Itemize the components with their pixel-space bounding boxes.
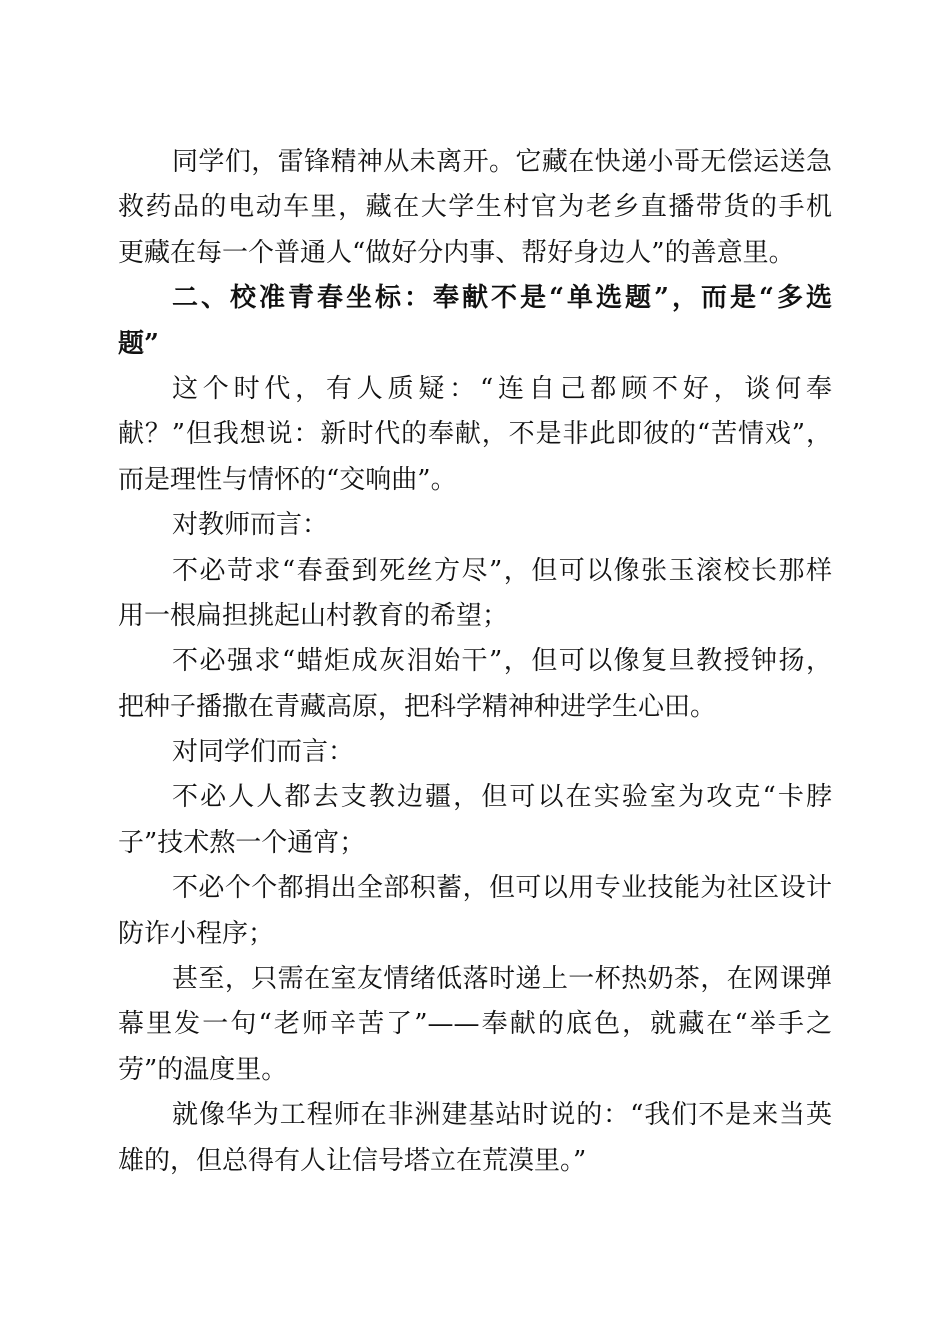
paragraph	[118, 549, 832, 640]
document-body	[118, 140, 832, 1184]
section-heading	[118, 276, 832, 367]
text-line: 救药品的电动车里，藏在大学生村官为老乡直播带货的手机	[118, 192, 832, 223]
text-line: 幕里发一句“老师辛苦了”——奉献的底色，就藏在“举手之	[118, 1009, 832, 1040]
text-line: 这个时代，有人质疑：“连自己都顾不好，谈何奉	[172, 373, 832, 404]
text-line: 对教师而言：	[172, 510, 329, 541]
paragraph	[118, 730, 832, 775]
text-line: 防诈小程序；	[118, 918, 275, 949]
text-line: 不必苛求“春蚕到死丝方尽”，但可以像张玉滚校长那样	[172, 555, 832, 586]
paragraph	[118, 639, 832, 730]
text-line: 不必个个都捐出全部积蓄，但可以用专业技能为社区设计	[172, 873, 832, 904]
paragraph	[118, 140, 832, 276]
text-line: 雄的，但总得有人让信号塔立在荒漠里。”	[118, 1145, 587, 1176]
text-line: 不必人人都去支教边疆，但可以在实验室为攻克“卡脖	[172, 782, 832, 813]
text-line: 甚至，只需在室友情绪低落时递上一杯热奶茶，在网课弹	[172, 964, 832, 995]
paragraph	[118, 775, 832, 866]
text-line: 而是理性与情怀的“交响曲”。	[118, 464, 457, 495]
text-line: 子”技术熬一个通宵；	[118, 827, 366, 858]
paragraph	[118, 1093, 832, 1184]
text-line: 就像华为工程师在非洲建基站时说的：“我们不是来当英	[172, 1100, 832, 1131]
paragraph	[118, 367, 832, 503]
paragraph	[118, 957, 832, 1093]
text-line: 献？”但我想说：新时代的奉献，不是非此即彼的“苦情戏”，	[118, 419, 832, 450]
text-line: 把种子播撒在青藏高原，把科学精神种进学生心田。	[118, 691, 717, 722]
text-line: 更藏在每一个普通人“做好分内事、帮好身边人”的善意里。	[118, 237, 795, 268]
text-line: 对同学们而言：	[172, 737, 355, 768]
paragraph	[118, 866, 832, 957]
paragraph	[118, 503, 832, 548]
heading-line: 题”	[118, 328, 159, 359]
heading-line: 二、校准青春坐标：奉献不是“单选题”，而是“多选	[172, 283, 832, 314]
text-line: 用一根扁担挑起山村教育的希望；	[118, 600, 509, 631]
text-line: 劳”的温度里。	[118, 1054, 288, 1085]
text-line: 同学们，雷锋精神从未离开。它藏在快递小哥无偿运送急	[172, 147, 832, 177]
text-line: 不必强求“蜡炬成灰泪始干”，但可以像复旦教授钟扬，	[172, 646, 832, 677]
